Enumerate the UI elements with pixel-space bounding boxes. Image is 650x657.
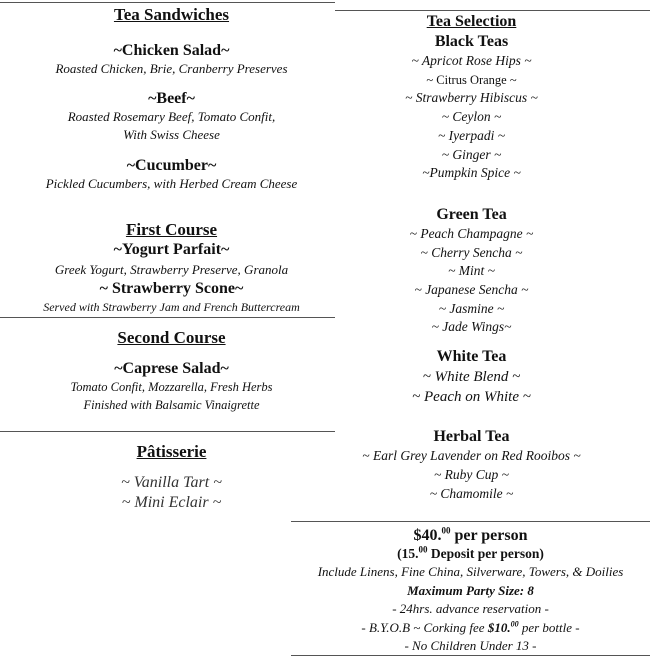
green-tea-heading: Green Tea — [436, 205, 507, 223]
black-tea-item: ~Pumpkin Spice ~ — [422, 165, 521, 181]
white-tea-heading: White Tea — [436, 348, 507, 366]
chicken-salad-desc: Roasted Chicken, Brie, Cranberry Preserves — [55, 61, 288, 76]
yogurt-parfait-desc: Greek Yogurt, Strawberry Preserve, Granola — [54, 262, 289, 277]
green-tea-item: ~ Japanese Sencha ~ — [414, 282, 529, 298]
max-party-size: Maximum Party Size: 8 — [407, 582, 534, 598]
includes-line: Include Linens, Fine China, Silverware, Towers, & Doilies — [317, 564, 624, 579]
herbal-tea-item: ~ Chamomile ~ — [429, 485, 514, 501]
caprese-salad-desc-line1: Tomato Confit, Mozzarella, Fresh Herbs — [70, 380, 273, 394]
chicken-salad-name: ~Chicken Salad~ — [113, 42, 230, 59]
black-tea-item: ~ Apricot Rose Hips ~ — [411, 53, 532, 68]
top-rule-right — [335, 10, 650, 11]
green-tea-item: ~ Mint ~ — [448, 263, 495, 279]
black-tea-item: ~ Iyerpadi ~ — [437, 127, 506, 143]
beef-name: ~Beef~ — [148, 90, 195, 107]
herbal-tea-item: ~ Ruby Cup ~ — [434, 466, 509, 482]
black-tea-item: ~ Ginger ~ — [441, 146, 502, 162]
second-course-heading: Second Course — [117, 328, 226, 347]
beef-desc-line1: Roasted Rosemary Beef, Tomato Confit, — [67, 109, 276, 124]
first-course-divider — [0, 317, 335, 318]
cucumber-desc: Pickled Cucumbers, with Herbed Cream Cheese — [45, 176, 298, 191]
green-tea-item: ~ Peach Champagne ~ — [409, 225, 534, 241]
green-tea-item: ~ Jade Wings~ — [431, 319, 512, 335]
patisserie-section — [0, 442, 343, 512]
top-rule-left — [0, 2, 335, 3]
tea-selection-section — [300, 12, 643, 503]
caprese-salad-name: ~Caprese Salad~ — [114, 360, 229, 377]
tea-sandwiches-section — [0, 5, 343, 193]
second-course-section — [0, 328, 343, 414]
byob-corking-fee: - B.Y.O.B ~ Corking fee $10.00 per bottle - — [361, 619, 580, 635]
first-course-heading: First Course — [125, 220, 218, 239]
deposit-per-person: (15.00 Deposit per person) — [397, 544, 544, 561]
cucumber-name: ~Cucumber~ — [126, 157, 217, 174]
caprese-salad-desc-line2: Finished with Balsamic Vinaigrette — [83, 398, 260, 412]
herbal-tea-heading: Herbal Tea — [433, 428, 510, 446]
white-tea-item: ~ Peach on White ~ — [412, 389, 531, 406]
tea-sandwiches-heading: Tea Sandwiches — [113, 5, 230, 24]
mini-eclair: ~ Mini Eclair ~ — [121, 494, 222, 511]
green-tea-item: ~ Jasmine ~ — [438, 300, 505, 316]
advance-reservation: - 24hrs. advance reservation - — [392, 601, 549, 616]
beef-desc-line2: With Swiss Cheese — [123, 127, 220, 142]
first-course-section — [0, 220, 343, 316]
no-children: - No Children Under 13 - — [404, 638, 537, 653]
patisserie-heading: Pâtisserie — [136, 442, 207, 461]
tea-selection-heading: Tea Selection — [426, 13, 517, 30]
black-tea-item: ~ Citrus Orange ~ — [426, 72, 517, 87]
strawberry-scone-desc: Served with Strawberry Jam and French Buttercream — [43, 300, 300, 314]
vanilla-tart: ~ Vanilla Tart ~ — [121, 474, 222, 491]
pricing-section — [291, 526, 650, 656]
black-tea-item: ~ Ceylon ~ — [441, 109, 502, 125]
pricing-divider — [291, 521, 650, 522]
black-tea-item: ~ Strawberry Hibiscus ~ — [405, 90, 538, 106]
yogurt-parfait-name: ~Yogurt Parfait~ — [113, 241, 230, 258]
price-per-person: $40.00 per person — [413, 525, 528, 544]
strawberry-scone-name: ~ Strawberry Scone~ — [99, 280, 244, 297]
black-teas-heading: Black Teas — [434, 33, 509, 50]
patisserie-divider — [0, 431, 335, 432]
herbal-tea-item: ~ Earl Grey Lavender on Red Rooibos ~ — [362, 448, 581, 464]
white-tea-item: ~ White Blend ~ — [422, 369, 521, 386]
green-tea-item: ~ Cherry Sencha ~ — [420, 244, 523, 260]
